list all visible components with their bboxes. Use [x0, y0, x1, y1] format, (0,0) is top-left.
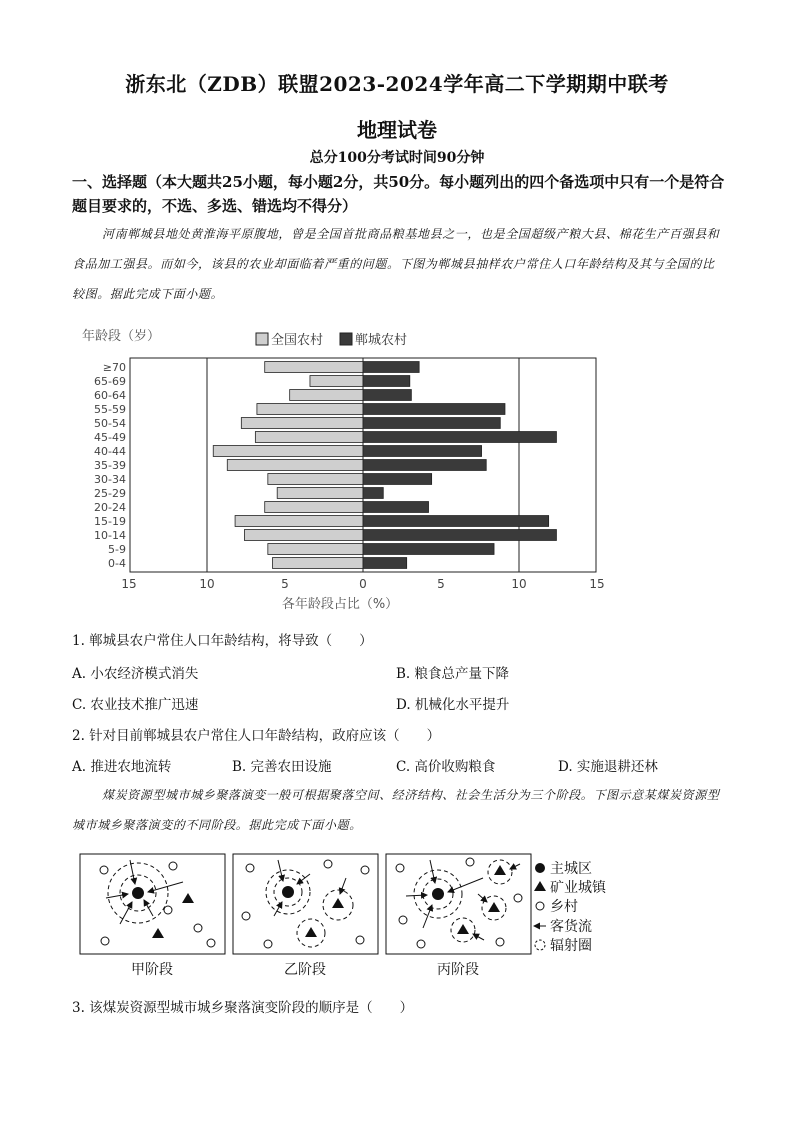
q2-option-d[interactable]: D. 实施退耕还林 — [558, 759, 658, 775]
x-tick-label: 5 — [437, 577, 445, 591]
stage-label-bing: 丙阶段 — [437, 962, 479, 978]
legend-swatch-national — [256, 333, 268, 345]
q1-option-b[interactable]: B. 粮食总产量下降 — [396, 666, 510, 682]
x-tick-label: 10 — [511, 577, 527, 591]
chart-y-axis-title: 年龄段（岁） — [82, 329, 161, 344]
main-city-marker — [132, 887, 144, 899]
age-group-label: 20-24 — [94, 501, 126, 514]
exam-subject: 地理试卷 — [357, 118, 437, 142]
bar-national — [265, 502, 363, 513]
stage-label-yi: 乙阶段 — [284, 962, 326, 978]
bar-dancheng — [363, 376, 410, 387]
question-1-stem: 1. 郸城县农户常住人口年龄结构，将导致（ ） — [72, 633, 373, 649]
population-chart — [70, 318, 630, 618]
x-tick-label: 15 — [589, 577, 605, 591]
age-group-label: 35-39 — [94, 459, 126, 472]
bar-national — [213, 446, 363, 457]
settlement-diagram — [78, 850, 638, 985]
bar-dancheng — [363, 446, 482, 457]
bar-national — [241, 418, 363, 429]
legend-radiation-label: 辐射圈 — [550, 938, 592, 954]
bar-national — [244, 530, 363, 541]
q1-option-d[interactable]: D. 机械化水平提升 — [396, 697, 510, 713]
age-group-label: 45-49 — [94, 431, 126, 444]
legend-label-national: 全国农村 — [271, 333, 324, 348]
x-tick-label: 15 — [121, 577, 137, 591]
age-group-label: 15-19 — [94, 515, 126, 528]
chart-x-axis-title: 各年龄段占比（%） — [281, 597, 399, 612]
x-tick-label: 5 — [281, 577, 289, 591]
bar-national — [268, 474, 363, 485]
chart-legend — [256, 332, 407, 348]
q2-option-b[interactable]: B. 完善农田设施 — [232, 759, 332, 775]
passage-1: 河南郸城县地处黄淮海平原腹地，曾是全国首批商品粮基地县之一，也是全国超级产粮大县、棉花生产百强县和食品加工强县。而如今，该县的农业却面临着严重的问题。下图为郸城县抽样农户常住人口年龄结构及其与全国的比较图。据此完成下面小题。 — [72, 227, 720, 301]
stage-label-jia: 甲阶段 — [131, 962, 173, 978]
age-group-label: ≥70 — [102, 361, 126, 374]
stage-jia-panel — [80, 854, 225, 954]
exam-title: 浙东北（ZDB）联盟2023-2024学年高二下学期期中联考 — [125, 72, 669, 96]
bar-dancheng — [363, 460, 486, 471]
age-group-label: 65-69 — [94, 375, 126, 388]
bar-dancheng — [363, 516, 549, 527]
passage-2: 煤炭资源型城市城乡聚落演变一般可根据聚落空间、经济结构、社会生活分为三个阶段。下图示意某煤炭资源型城市城乡聚落演变的不同阶段。据此完成下面小题。 — [72, 788, 720, 832]
bar-national — [290, 390, 363, 401]
age-group-label: 40-44 — [94, 445, 126, 458]
bar-dancheng — [363, 362, 419, 373]
bar-national — [273, 558, 363, 569]
q1-option-a[interactable]: A. 小农经济模式消失 — [72, 666, 199, 682]
bar-dancheng — [363, 390, 411, 401]
age-group-label: 60-64 — [94, 389, 126, 402]
question-3-stem: 3. 该煤炭资源型城市城乡聚落演变阶段的顺序是（ ） — [72, 1000, 414, 1016]
bar-national — [277, 488, 363, 499]
bar-dancheng — [363, 404, 505, 415]
legend-main-city-icon — [535, 863, 545, 873]
bar-national — [255, 432, 363, 443]
age-group-label: 10-14 — [94, 529, 126, 542]
legend-mining-town-icon — [534, 881, 546, 891]
age-group-label: 55-59 — [94, 403, 126, 416]
age-group-label: 30-34 — [94, 473, 126, 486]
legend-label-dancheng: 郸城农村 — [355, 333, 408, 348]
bar-national — [235, 516, 363, 527]
legend-village-icon — [536, 902, 544, 910]
q2-option-c[interactable]: C. 高价收购粮食 — [396, 759, 496, 775]
bar-dancheng — [363, 530, 556, 541]
bar-national — [227, 460, 363, 471]
age-group-label: 0-4 — [108, 557, 126, 570]
legend-swatch-dancheng — [340, 333, 352, 345]
x-tick-label: 0 — [359, 577, 367, 591]
legend-mining-town-label: 矿业城镇 — [550, 880, 606, 896]
legend-main-city-label: 主城区 — [550, 861, 592, 877]
legend-village-label: 乡村 — [550, 899, 578, 915]
stage-bing-panel — [386, 854, 531, 954]
bar-dancheng — [363, 432, 556, 443]
bar-dancheng — [363, 558, 407, 569]
bar-dancheng — [363, 488, 383, 499]
bar-dancheng — [363, 502, 429, 513]
q2-option-a[interactable]: A. 推进农地流转 — [72, 759, 172, 775]
diagram-legend — [534, 861, 607, 954]
question-2-stem: 2. 针对目前郸城县农户常住人口年龄结构，政府应该（ ） — [72, 728, 441, 744]
legend-flow-label: 客货流 — [550, 919, 592, 935]
age-group-label: 25-29 — [94, 487, 126, 500]
age-group-label: 5-9 — [108, 543, 126, 556]
bar-dancheng — [363, 418, 500, 429]
bar-dancheng — [363, 474, 432, 485]
bar-national — [257, 404, 363, 415]
q1-option-c[interactable]: C. 农业技术推广迅速 — [72, 697, 199, 713]
age-group-label: 50-54 — [94, 417, 126, 430]
x-tick-label: 10 — [199, 577, 215, 591]
stage-yi-panel — [233, 854, 378, 954]
bar-national — [268, 544, 363, 555]
bar-national — [265, 362, 363, 373]
bar-national — [310, 376, 363, 387]
section-heading: 一、选择题（本大题共25小题，每小题2分，共50分。每小题列出的四个备选项中只有一个是符合题目要求的，不选、多选、错选均不得分） — [72, 173, 725, 215]
legend-radiation-icon — [535, 940, 545, 950]
exam-meta: 总分100分考试时间90分钟 — [309, 150, 485, 166]
bar-dancheng — [363, 544, 494, 555]
